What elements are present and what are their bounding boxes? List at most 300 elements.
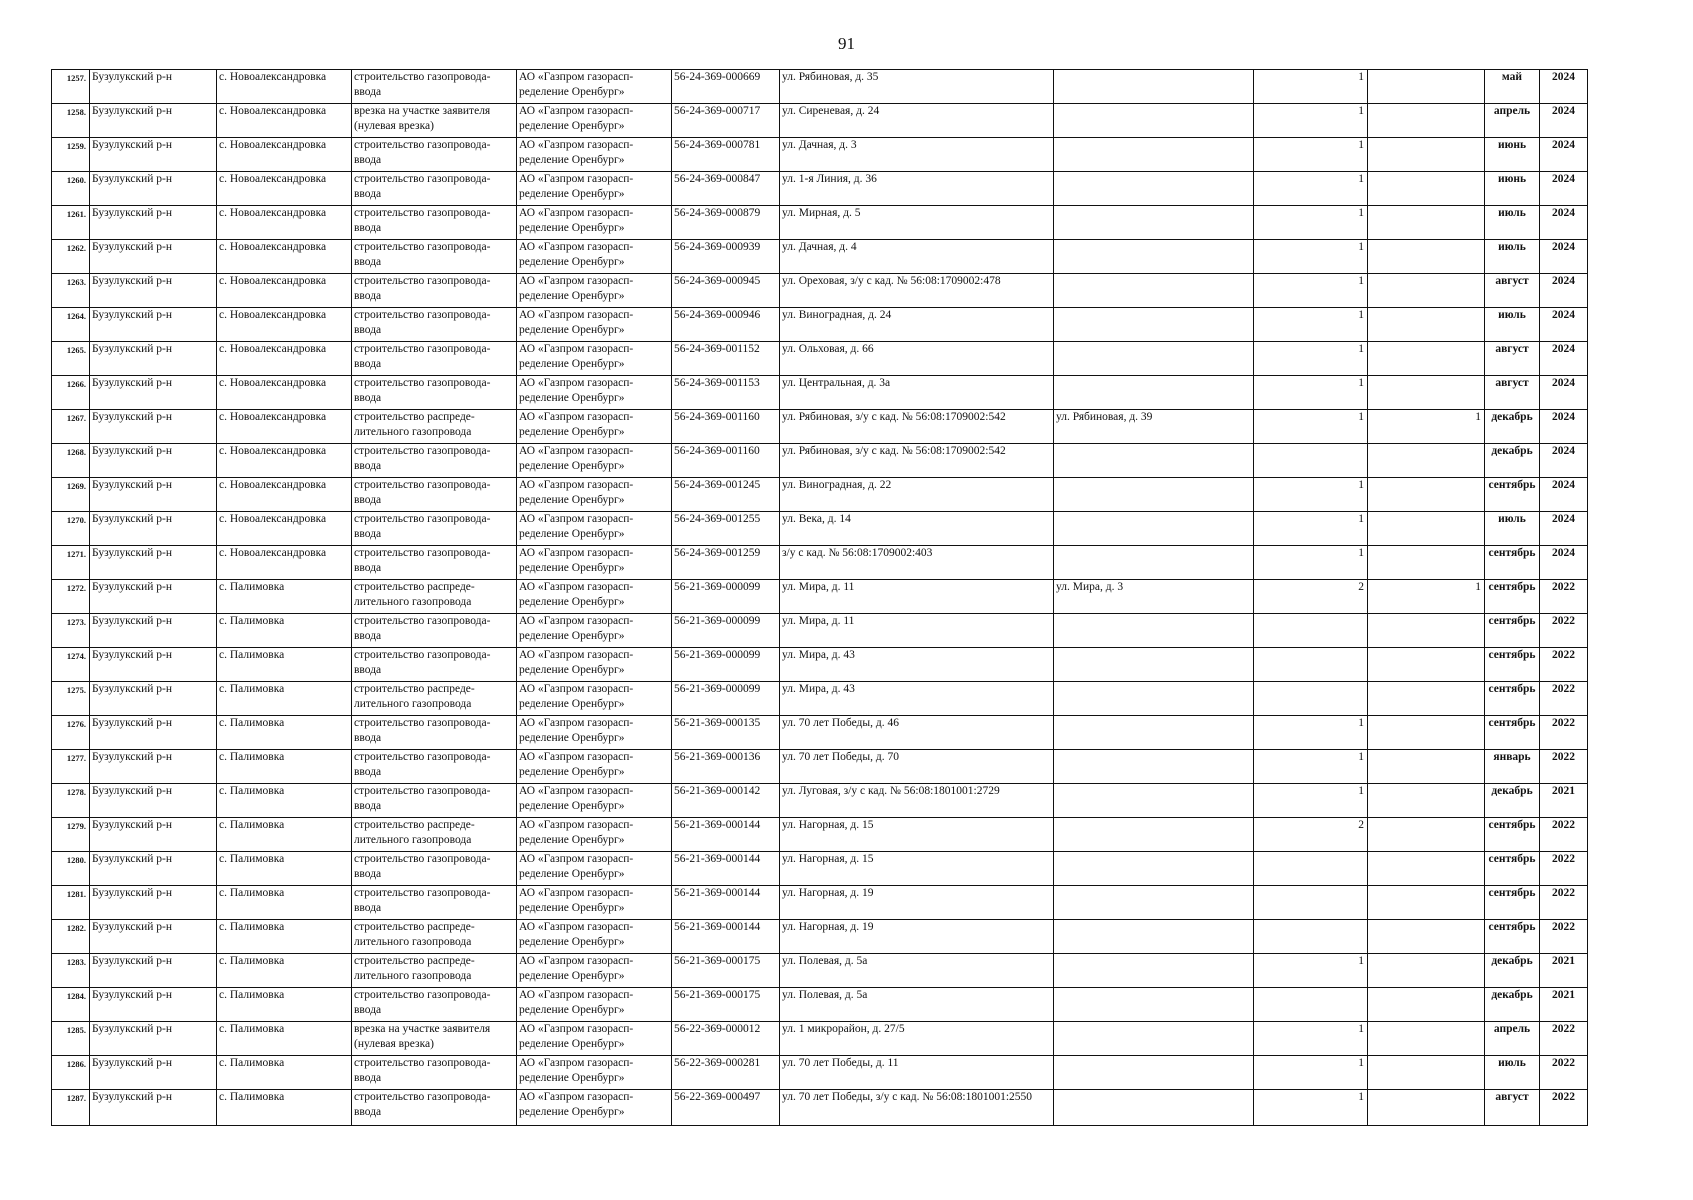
application-code-cell: 56-24-369-001152 [672, 342, 780, 376]
district-cell: Бузулукский р-н [90, 206, 217, 240]
year-cell: 2022 [1540, 614, 1588, 648]
district-cell: Бузулукский р-н [90, 1056, 217, 1090]
work-type-cell: строительство распреде-лительного газопровода [352, 920, 517, 954]
table-row [52, 954, 1588, 988]
year-cell: 2021 [1540, 954, 1588, 988]
table-row [52, 818, 1588, 852]
table-row [52, 614, 1588, 648]
month-cell: июль [1485, 308, 1540, 342]
second-count-cell [1368, 70, 1485, 104]
year-cell: 2024 [1540, 104, 1588, 138]
work-type-cell: строительство газопровода-ввода [352, 444, 517, 478]
district-cell: Бузулукский р-н [90, 410, 217, 444]
village-cell: с. Новоалександровка [217, 240, 352, 274]
address-cell: ул. Виноградная, д. 24 [780, 308, 1054, 342]
district-cell: Бузулукский р-н [90, 70, 217, 104]
extra-address-cell [1054, 70, 1254, 104]
district-cell: Бузулукский р-н [90, 614, 217, 648]
year-cell: 2024 [1540, 512, 1588, 546]
district-cell: Бузулукский р-н [90, 954, 217, 988]
row-number: 1276. [52, 716, 90, 750]
address-cell: ул. 70 лет Победы, д. 11 [780, 1056, 1054, 1090]
district-cell: Бузулукский р-н [90, 478, 217, 512]
work-type-cell: строительство газопровода-ввода [352, 648, 517, 682]
application-code-cell: 56-24-369-001245 [672, 478, 780, 512]
page-number: 91 [838, 34, 855, 53]
table-row [52, 206, 1588, 240]
second-count-cell [1368, 920, 1485, 954]
extra-address-cell [1054, 1022, 1254, 1056]
address-cell: ул. Нагорная, д. 15 [780, 818, 1054, 852]
row-number: 1274. [52, 648, 90, 682]
address-cell: ул. Нагорная, д. 15 [780, 852, 1054, 886]
month-cell: сентябрь [1485, 546, 1540, 580]
organization-cell: АО «Газпром газорасп-ределение Оренбург» [517, 682, 672, 716]
month-cell: декабрь [1485, 988, 1540, 1022]
count-cell [1254, 444, 1368, 478]
address-cell: ул. Полевая, д. 5а [780, 954, 1054, 988]
application-code-cell: 56-24-369-000847 [672, 172, 780, 206]
table-row [52, 104, 1588, 138]
year-cell: 2022 [1540, 886, 1588, 920]
count-cell: 1 [1254, 546, 1368, 580]
table-row [52, 546, 1588, 580]
second-count-cell [1368, 1056, 1485, 1090]
address-cell: ул. 1-я Линия, д. 36 [780, 172, 1054, 206]
extra-address-cell [1054, 342, 1254, 376]
table-row [52, 750, 1588, 784]
count-cell: 1 [1254, 104, 1368, 138]
district-cell: Бузулукский р-н [90, 342, 217, 376]
month-cell: сентябрь [1485, 886, 1540, 920]
work-type-cell: строительство газопровода-ввода [352, 376, 517, 410]
month-cell: август [1485, 1090, 1540, 1126]
second-count-cell [1368, 750, 1485, 784]
second-count-cell [1368, 886, 1485, 920]
address-cell: ул. Рябиновая, д. 35 [780, 70, 1054, 104]
application-code-cell: 56-21-369-000099 [672, 614, 780, 648]
organization-cell: АО «Газпром газорасп-ределение Оренбург» [517, 750, 672, 784]
second-count-cell [1368, 206, 1485, 240]
count-cell [1254, 988, 1368, 1022]
table-row [52, 308, 1588, 342]
work-type-cell: строительство газопровода-ввода [352, 342, 517, 376]
count-cell [1254, 648, 1368, 682]
district-cell: Бузулукский р-н [90, 308, 217, 342]
table-body [52, 70, 1588, 1126]
count-cell: 1 [1254, 172, 1368, 206]
second-count-cell: 1 [1368, 580, 1485, 614]
month-cell: декабрь [1485, 410, 1540, 444]
application-code-cell: 56-24-369-000945 [672, 274, 780, 308]
count-cell: 1 [1254, 376, 1368, 410]
year-cell: 2024 [1540, 172, 1588, 206]
district-cell: Бузулукский р-н [90, 852, 217, 886]
organization-cell: АО «Газпром газорасп-ределение Оренбург» [517, 206, 672, 240]
address-cell: ул. Мира, д. 43 [780, 648, 1054, 682]
month-cell: сентябрь [1485, 920, 1540, 954]
work-type-cell: строительство газопровода-ввода [352, 274, 517, 308]
count-cell: 1 [1254, 70, 1368, 104]
work-type-cell: строительство газопровода-ввода [352, 750, 517, 784]
extra-address-cell [1054, 1056, 1254, 1090]
application-code-cell: 56-24-369-001153 [672, 376, 780, 410]
extra-address-cell [1054, 818, 1254, 852]
village-cell: с. Палимовка [217, 614, 352, 648]
application-code-cell: 56-21-369-000136 [672, 750, 780, 784]
second-count-cell [1368, 784, 1485, 818]
year-cell: 2024 [1540, 70, 1588, 104]
village-cell: с. Новоалександровка [217, 104, 352, 138]
second-count-cell [1368, 1022, 1485, 1056]
month-cell: декабрь [1485, 444, 1540, 478]
extra-address-cell [1054, 138, 1254, 172]
second-count-cell [1368, 104, 1485, 138]
extra-address-cell [1054, 206, 1254, 240]
address-cell: ул. Виноградная, д. 22 [780, 478, 1054, 512]
year-cell: 2022 [1540, 1056, 1588, 1090]
organization-cell: АО «Газпром газорасп-ределение Оренбург» [517, 954, 672, 988]
village-cell: с. Новоалександровка [217, 546, 352, 580]
year-cell: 2024 [1540, 342, 1588, 376]
work-type-cell: строительство газопровода-ввода [352, 1090, 517, 1126]
organization-cell: АО «Газпром газорасп-ределение Оренбург» [517, 818, 672, 852]
district-cell: Бузулукский р-н [90, 240, 217, 274]
year-cell: 2022 [1540, 852, 1588, 886]
extra-address-cell [1054, 852, 1254, 886]
year-cell: 2024 [1540, 274, 1588, 308]
row-number: 1269. [52, 478, 90, 512]
row-number: 1279. [52, 818, 90, 852]
application-code-cell: 56-21-369-000099 [672, 648, 780, 682]
address-cell: ул. 1 микрорайон, д. 27/5 [780, 1022, 1054, 1056]
count-cell: 1 [1254, 478, 1368, 512]
address-cell: ул. Мира, д. 11 [780, 614, 1054, 648]
address-cell: ул. Мирная, д. 5 [780, 206, 1054, 240]
second-count-cell [1368, 954, 1485, 988]
table-row [52, 444, 1588, 478]
work-type-cell: строительство распреде-лительного газопровода [352, 682, 517, 716]
row-number: 1266. [52, 376, 90, 410]
month-cell: сентябрь [1485, 478, 1540, 512]
extra-address-cell [1054, 648, 1254, 682]
application-code-cell: 56-24-369-001259 [672, 546, 780, 580]
village-cell: с. Палимовка [217, 750, 352, 784]
table-row [52, 172, 1588, 206]
count-cell: 2 [1254, 580, 1368, 614]
address-cell: ул. Центральная, д. 3а [780, 376, 1054, 410]
row-number: 1286. [52, 1056, 90, 1090]
row-number: 1260. [52, 172, 90, 206]
row-number: 1285. [52, 1022, 90, 1056]
organization-cell: АО «Газпром газорасп-ределение Оренбург» [517, 716, 672, 750]
second-count-cell [1368, 546, 1485, 580]
year-cell: 2021 [1540, 784, 1588, 818]
organization-cell: АО «Газпром газорасп-ределение Оренбург» [517, 172, 672, 206]
organization-cell: АО «Газпром газорасп-ределение Оренбург» [517, 478, 672, 512]
month-cell: июнь [1485, 172, 1540, 206]
village-cell: с. Новоалександровка [217, 410, 352, 444]
month-cell: сентябрь [1485, 682, 1540, 716]
year-cell: 2024 [1540, 308, 1588, 342]
row-number: 1280. [52, 852, 90, 886]
work-type-cell: строительство газопровода-ввода [352, 886, 517, 920]
extra-address-cell [1054, 716, 1254, 750]
organization-cell: АО «Газпром газорасп-ределение Оренбург» [517, 410, 672, 444]
application-code-cell: 56-21-369-000099 [672, 682, 780, 716]
application-code-cell: 56-21-369-000144 [672, 852, 780, 886]
table-row [52, 1056, 1588, 1090]
table-row [52, 852, 1588, 886]
month-cell: июль [1485, 206, 1540, 240]
work-type-cell: строительство распреде-лительного газопровода [352, 818, 517, 852]
count-cell: 1 [1254, 342, 1368, 376]
address-cell: ул. Луговая, з/у с кад. № 56:08:1801001:2729 [780, 784, 1054, 818]
address-cell: ул. Ореховая, з/у с кад. № 56:08:1709002:478 [780, 274, 1054, 308]
district-cell: Бузулукский р-н [90, 920, 217, 954]
month-cell: апрель [1485, 104, 1540, 138]
row-number: 1287. [52, 1090, 90, 1126]
work-type-cell: строительство газопровода-ввода [352, 784, 517, 818]
district-cell: Бузулукский р-н [90, 444, 217, 478]
address-cell: ул. Ольховая, д. 66 [780, 342, 1054, 376]
work-type-cell: строительство распреде-лительного газопровода [352, 954, 517, 988]
village-cell: с. Палимовка [217, 1022, 352, 1056]
application-code-cell: 56-21-369-000144 [672, 886, 780, 920]
row-number: 1262. [52, 240, 90, 274]
village-cell: с. Новоалександровка [217, 512, 352, 546]
address-cell: ул. Полевая, д. 5а [780, 988, 1054, 1022]
month-cell: апрель [1485, 1022, 1540, 1056]
year-cell: 2024 [1540, 478, 1588, 512]
count-cell: 1 [1254, 512, 1368, 546]
row-number: 1265. [52, 342, 90, 376]
village-cell: с. Новоалександровка [217, 342, 352, 376]
work-type-cell: строительство газопровода-ввода [352, 308, 517, 342]
organization-cell: АО «Газпром газорасп-ределение Оренбург» [517, 1056, 672, 1090]
count-cell: 1 [1254, 308, 1368, 342]
application-code-cell: 56-24-369-000781 [672, 138, 780, 172]
second-count-cell [1368, 478, 1485, 512]
address-cell: з/у с кад. № 56:08:1709002:403 [780, 546, 1054, 580]
district-cell: Бузулукский р-н [90, 818, 217, 852]
organization-cell: АО «Газпром газорасп-ределение Оренбург» [517, 648, 672, 682]
row-number: 1258. [52, 104, 90, 138]
table-row [52, 784, 1588, 818]
table-row [52, 410, 1588, 444]
organization-cell: АО «Газпром газорасп-ределение Оренбург» [517, 138, 672, 172]
organization-cell: АО «Газпром газорасп-ределение Оренбург» [517, 852, 672, 886]
address-cell: ул. Века, д. 14 [780, 512, 1054, 546]
year-cell: 2022 [1540, 818, 1588, 852]
application-code-cell: 56-24-369-000946 [672, 308, 780, 342]
district-cell: Бузулукский р-н [90, 648, 217, 682]
district-cell: Бузулукский р-н [90, 512, 217, 546]
district-cell: Бузулукский р-н [90, 1090, 217, 1126]
table-row [52, 920, 1588, 954]
application-code-cell: 56-21-369-000144 [672, 818, 780, 852]
village-cell: с. Новоалександровка [217, 444, 352, 478]
extra-address-cell [1054, 172, 1254, 206]
village-cell: с. Новоалександровка [217, 138, 352, 172]
year-cell: 2024 [1540, 138, 1588, 172]
work-type-cell: строительство газопровода-ввода [352, 614, 517, 648]
organization-cell: АО «Газпром газорасп-ределение Оренбург» [517, 512, 672, 546]
second-count-cell [1368, 852, 1485, 886]
application-code-cell: 56-21-369-000144 [672, 920, 780, 954]
application-code-cell: 56-24-369-001160 [672, 410, 780, 444]
count-cell: 1 [1254, 1090, 1368, 1126]
application-code-cell: 56-21-369-000135 [672, 716, 780, 750]
second-count-cell: 1 [1368, 410, 1485, 444]
work-type-cell: строительство распреде-лительного газопровода [352, 580, 517, 614]
address-cell: ул. Дачная, д. 4 [780, 240, 1054, 274]
village-cell: с. Палимовка [217, 682, 352, 716]
application-code-cell: 56-24-369-000879 [672, 206, 780, 240]
second-count-cell [1368, 512, 1485, 546]
row-number: 1282. [52, 920, 90, 954]
table-row [52, 478, 1588, 512]
second-count-cell [1368, 1090, 1485, 1126]
month-cell: сентябрь [1485, 818, 1540, 852]
organization-cell: АО «Газпром газорасп-ределение Оренбург» [517, 376, 672, 410]
month-cell: июнь [1485, 138, 1540, 172]
table-row [52, 1090, 1588, 1126]
month-cell: август [1485, 342, 1540, 376]
organization-cell: АО «Газпром газорасп-ределение Оренбург» [517, 580, 672, 614]
extra-address-cell [1054, 750, 1254, 784]
work-type-cell: строительство газопровода-ввода [352, 988, 517, 1022]
application-code-cell: 56-22-369-000281 [672, 1056, 780, 1090]
organization-cell: АО «Газпром газорасп-ределение Оренбург» [517, 240, 672, 274]
extra-address-cell [1054, 444, 1254, 478]
organization-cell: АО «Газпром газорасп-ределение Оренбург» [517, 1022, 672, 1056]
second-count-cell [1368, 614, 1485, 648]
second-count-cell [1368, 240, 1485, 274]
district-cell: Бузулукский р-н [90, 886, 217, 920]
month-cell: сентябрь [1485, 580, 1540, 614]
month-cell: сентябрь [1485, 716, 1540, 750]
address-cell: ул. Сиреневая, д. 24 [780, 104, 1054, 138]
organization-cell: АО «Газпром газорасп-ределение Оренбург» [517, 444, 672, 478]
extra-address-cell [1054, 240, 1254, 274]
extra-address-cell [1054, 682, 1254, 716]
extra-address-cell [1054, 614, 1254, 648]
extra-address-cell [1054, 546, 1254, 580]
year-cell: 2022 [1540, 648, 1588, 682]
second-count-cell [1368, 342, 1485, 376]
count-cell: 1 [1254, 138, 1368, 172]
district-cell: Бузулукский р-н [90, 988, 217, 1022]
village-cell: с. Новоалександровка [217, 478, 352, 512]
application-code-cell: 56-24-369-001255 [672, 512, 780, 546]
count-cell [1254, 886, 1368, 920]
year-cell: 2024 [1540, 410, 1588, 444]
organization-cell: АО «Газпром газорасп-ределение Оренбург» [517, 274, 672, 308]
extra-address-cell [1054, 988, 1254, 1022]
row-number: 1259. [52, 138, 90, 172]
year-cell: 2024 [1540, 376, 1588, 410]
row-number: 1277. [52, 750, 90, 784]
month-cell: август [1485, 274, 1540, 308]
extra-address-cell [1054, 274, 1254, 308]
organization-cell: АО «Газпром газорасп-ределение Оренбург» [517, 1090, 672, 1126]
address-cell: ул. 70 лет Победы, д. 70 [780, 750, 1054, 784]
extra-address-cell [1054, 308, 1254, 342]
year-cell: 2024 [1540, 444, 1588, 478]
second-count-cell [1368, 682, 1485, 716]
village-cell: с. Новоалександровка [217, 376, 352, 410]
table-row [52, 138, 1588, 172]
address-cell: ул. 70 лет Победы, д. 46 [780, 716, 1054, 750]
year-cell: 2024 [1540, 206, 1588, 240]
extra-address-cell [1054, 376, 1254, 410]
district-cell: Бузулукский р-н [90, 546, 217, 580]
address-cell: ул. Нагорная, д. 19 [780, 886, 1054, 920]
work-type-cell: строительство газопровода-ввода [352, 1056, 517, 1090]
second-count-cell [1368, 308, 1485, 342]
work-type-cell: строительство газопровода-ввода [352, 172, 517, 206]
year-cell: 2022 [1540, 716, 1588, 750]
table-row [52, 580, 1588, 614]
second-count-cell [1368, 818, 1485, 852]
count-cell: 1 [1254, 1056, 1368, 1090]
count-cell [1254, 920, 1368, 954]
row-number: 1264. [52, 308, 90, 342]
village-cell: с. Палимовка [217, 818, 352, 852]
second-count-cell [1368, 172, 1485, 206]
count-cell [1254, 852, 1368, 886]
village-cell: с. Новоалександровка [217, 274, 352, 308]
application-code-cell: 56-21-369-000175 [672, 954, 780, 988]
application-code-cell: 56-21-369-000099 [672, 580, 780, 614]
count-cell: 1 [1254, 206, 1368, 240]
village-cell: с. Новоалександровка [217, 172, 352, 206]
village-cell: с. Палимовка [217, 852, 352, 886]
application-code-cell: 56-21-369-000175 [672, 988, 780, 1022]
work-type-cell: строительство газопровода-ввода [352, 478, 517, 512]
organization-cell: АО «Газпром газорасп-ределение Оренбург» [517, 104, 672, 138]
village-cell: с. Палимовка [217, 648, 352, 682]
table-row [52, 1022, 1588, 1056]
month-cell: май [1485, 70, 1540, 104]
work-type-cell: строительство газопровода-ввода [352, 70, 517, 104]
application-code-cell: 56-24-369-000717 [672, 104, 780, 138]
extra-address-cell [1054, 512, 1254, 546]
village-cell: с. Палимовка [217, 784, 352, 818]
application-code-cell: 56-22-369-000497 [672, 1090, 780, 1126]
work-type-cell: строительство газопровода-ввода [352, 206, 517, 240]
extra-address-cell [1054, 920, 1254, 954]
application-code-cell: 56-24-369-000669 [672, 70, 780, 104]
table-row [52, 342, 1588, 376]
month-cell: декабрь [1485, 954, 1540, 988]
work-type-cell: строительство газопровода-ввода [352, 138, 517, 172]
district-cell: Бузулукский р-н [90, 138, 217, 172]
count-cell: 1 [1254, 410, 1368, 444]
extra-address-cell [1054, 1090, 1254, 1126]
table-row [52, 376, 1588, 410]
count-cell: 1 [1254, 954, 1368, 988]
application-code-cell: 56-22-369-000012 [672, 1022, 780, 1056]
year-cell: 2024 [1540, 240, 1588, 274]
district-cell: Бузулукский р-н [90, 682, 217, 716]
year-cell: 2024 [1540, 546, 1588, 580]
year-cell: 2022 [1540, 920, 1588, 954]
organization-cell: АО «Газпром газорасп-ределение Оренбург» [517, 920, 672, 954]
address-cell: ул. Рябиновая, з/у с кад. № 56:08:1709002:542 [780, 444, 1054, 478]
work-type-cell: строительство распреде-лительного газопровода [352, 410, 517, 444]
